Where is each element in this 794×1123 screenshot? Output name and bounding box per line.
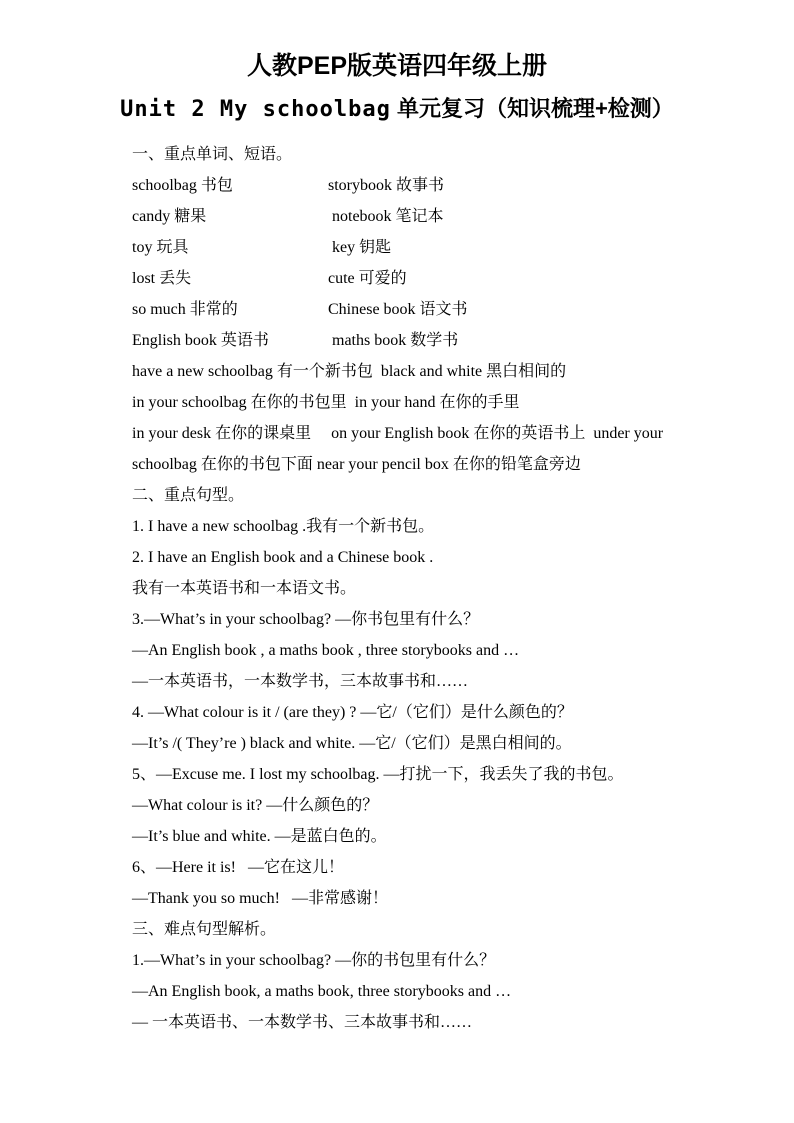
word-pair-row bbox=[132, 232, 684, 263]
word-pair-left: candy 糖果 bbox=[132, 208, 207, 225]
word-pair-row bbox=[132, 201, 684, 232]
sentence-line: 我有一本英语书和一本语文书。 bbox=[132, 580, 357, 597]
word-pair-right: key 钥匙 bbox=[328, 239, 392, 256]
sentence-line: 1.—What’s in your schoolbag? —你的书包里有什么？ bbox=[132, 952, 496, 969]
sentence-line: 6、—Here it is! —它在这儿！ bbox=[132, 859, 344, 876]
phrase-line: have a new schoolbag 有一个新书包 black and white 黑白相间的 bbox=[132, 363, 567, 380]
title-block bbox=[0, 0, 794, 133]
sentence-line: —An English book , a maths book , three storybooks and … bbox=[132, 642, 520, 659]
sentence-line: 2. I have an English book and a Chinese book . bbox=[132, 549, 434, 566]
word-pair-right: notebook 笔记本 bbox=[328, 208, 444, 225]
sentence-line: 3.—What’s in your schoolbag? —你书包里有什么？ bbox=[132, 611, 480, 628]
phrase-line: schoolbag 在你的书包下面 near your pencil box 在你的铅笔盒旁边 bbox=[132, 456, 581, 473]
word-pair-left: lost 丢失 bbox=[132, 270, 192, 287]
word-pair-right: cute 可爱的 bbox=[328, 270, 407, 287]
sentence-line: —一本英语书，一本数学书，三本故事书和…… bbox=[132, 673, 469, 690]
sentence-line: —It’s /( They’re ) black and white. —它/（它们）是黑白相间的。 bbox=[132, 735, 572, 752]
sentence-line: —Thank you so much! —非常感谢！ bbox=[132, 890, 388, 907]
word-pair-row bbox=[132, 170, 684, 201]
section-2-heading: 二、重点句型。 bbox=[132, 487, 245, 504]
doc-title: 人教PEP版英语四年级上册 bbox=[246, 52, 548, 80]
phrase-line: in your schoolbag 在你的书包里 in your hand 在你的手里 bbox=[132, 394, 520, 411]
sentence-line: —What colour is it? —什么颜色的？ bbox=[132, 797, 379, 814]
word-pair-right: storybook 故事书 bbox=[328, 177, 445, 194]
word-pair-right: maths book 数学书 bbox=[328, 332, 459, 349]
section-3-heading: 三、难点句型解析。 bbox=[132, 921, 277, 938]
word-pair-row bbox=[132, 263, 684, 294]
sentence-line: —An English book, a maths book, three storybooks and … bbox=[132, 983, 512, 1000]
section-1-heading: 一、重点单词、短语。 bbox=[132, 146, 293, 163]
word-pair-row bbox=[132, 325, 684, 356]
sentence-line: — 一本英语书、一本数学书、三本故事书和…… bbox=[132, 1014, 473, 1031]
doc-subtitle-chinese: 单元复习（知识梳理+检测） bbox=[390, 96, 674, 121]
word-pair-left: English book 英语书 bbox=[132, 332, 269, 349]
doc-subtitle-english: Unit 2 My schoolbag bbox=[120, 97, 391, 122]
document-body bbox=[0, 133, 794, 1038]
doc-subtitle bbox=[0, 86, 794, 133]
word-pair-right: Chinese book 语文书 bbox=[328, 301, 468, 318]
word-pair-left: so much 非常的 bbox=[132, 301, 238, 318]
word-pair-row bbox=[132, 294, 684, 325]
word-pair-left: schoolbag 书包 bbox=[132, 177, 233, 194]
sentence-line: 4. —What colour is it / (are they) ? —它/（它们）是什么颜色的？ bbox=[132, 704, 573, 721]
sentence-line: 5、—Excuse me. I lost my schoolbag. —打扰一下，我丢失了我的书包。 bbox=[132, 766, 624, 783]
sentence-line: —It’s blue and white. —是蓝白色的。 bbox=[132, 828, 387, 845]
sentence-line: 1. I have a new schoolbag .我有一个新书包。 bbox=[132, 518, 435, 535]
phrase-line: in your desk 在你的课桌里 on your English book 在你的英语书上 under your bbox=[132, 425, 664, 442]
word-pair-left: toy 玩具 bbox=[132, 239, 189, 256]
